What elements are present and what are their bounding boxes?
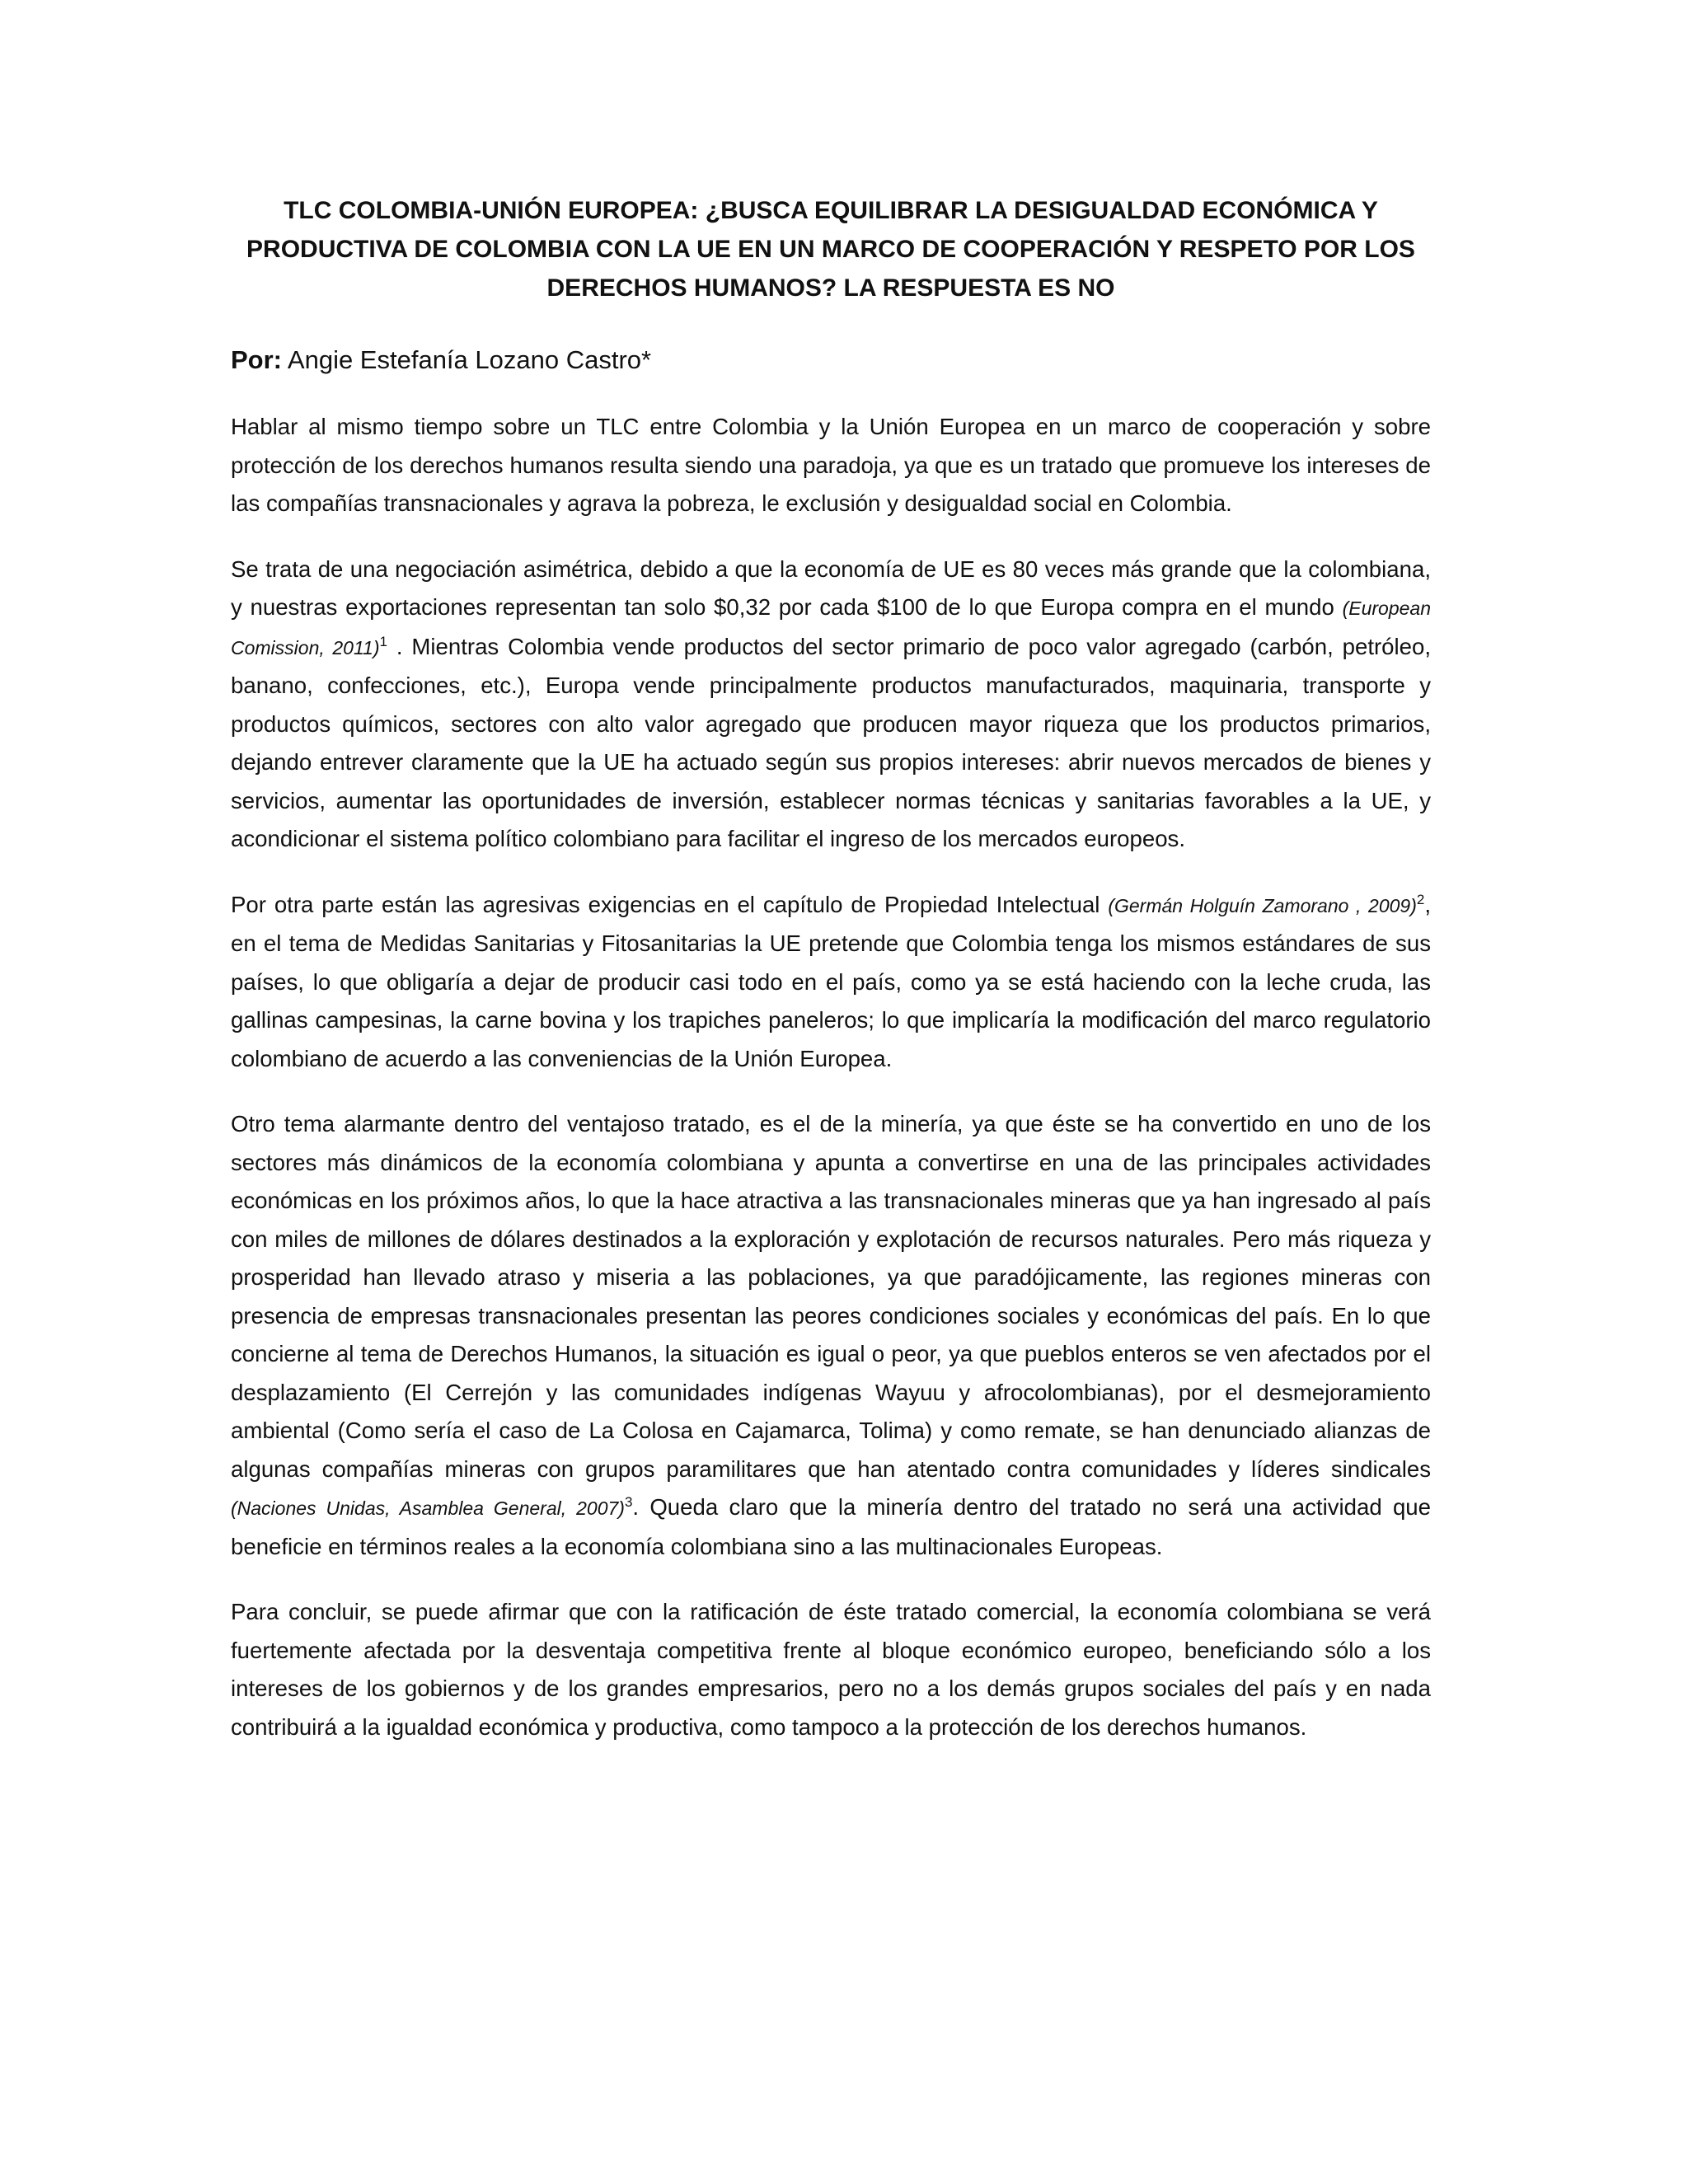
- paragraph-5: Para concluir, se puede afirmar que con la ratificación de éste tratado comercial, la economía colombiana se verá fuertemente afectada por la desventaja competitiva frente al bloque económico europeo, beneficiando sólo a los intereses de los gobiernos y de los grandes empresarios, pero no a los demás grupos sociales del país y en nada contribuirá a la igualdad económica y productiva, como tampoco a la protección de los derechos humanos.: [231, 1599, 1431, 1740]
- paragraph-3: [231, 886, 1431, 1079]
- document-page: [231, 191, 1431, 1774]
- byline: [231, 342, 1431, 378]
- citation-holguin-zamorano: (Germán Holguín Zamorano , 2009): [1108, 894, 1417, 916]
- footnote-ref-2: 2: [1416, 891, 1425, 907]
- paragraph-3-text-a: Por otra parte están las agresivas exigencias en el capítulo de Propiedad Intelectual: [231, 891, 1109, 917]
- footnote-ref-3: 3: [624, 1493, 633, 1510]
- paragraph-2-text-a: Se trata de una negociación asimétrica, debido a que la economía de UE es 80 veces más grande que la colombiana, y nuestras exportaciones representan tan solo $0,32 por cada $100 de lo que Europa compra en el mundo: [231, 555, 1431, 620]
- paragraph-4-text-a: Otro tema alarmante dentro del ventajoso tratado, es el de la minería, ya que éste se ha convertido en uno de los sectores más dinámicos de la economía colombiana y apunta a convertirse en una de las principales actividades económicas en los próximos años, lo que la hace atractiva a las transnacionales mineras que ya han ingresado al país con miles de millones de dólares destinados a la exploración y explotación de recursos naturales. Pero más riqueza y prosperidad han llevado atraso y miseria a las poblaciones, ya que paradójicamente, las regiones mineras con presencia de empresas transnacionales presentan las peores condiciones sociales y económicas del país. En lo que concierne al tema de Derechos Humanos, la situación es igual o peor, ya que pueblos enteros se ven afectados por el desplazamiento (El Cerrejón y las comunidades indígenas Wayuu y afrocolombianas), por el desmejoramiento ambiental (Como sería el caso de La Colosa en Cajamarca, Tolima) y como remate, se han denunciado alianzas de algunas compañías mineras con grupos paramilitares que han atentado contra comunidades y líderes sindicales: [231, 1111, 1431, 1482]
- byline-label: Por:: [231, 345, 282, 374]
- citation-european-comission: (European Comission, 2011): [231, 598, 1431, 658]
- citation-naciones-unidas: (Naciones Unidas, Asamblea General, 2007): [231, 1497, 625, 1519]
- paragraph-1: Hablar al mismo tiempo sobre un TLC entre Colombia y la Unión Europea en un marco de cooperación y sobre protección de los derechos humanos resulta siendo una paradoja, ya que es un tratado que promueve los intereses de las compañías transnacionales y agrava la pobreza, le exclusión y desigualdad social en Colombia.: [231, 414, 1431, 516]
- paragraph-4-text-b: . Queda claro que la minería dentro del tratado no será una actividad que beneficie en términos reales a la economía colombiana sino a las multinacionales Europeas.: [231, 1494, 1431, 1559]
- paragraph-2: [231, 551, 1431, 859]
- document-title: [231, 191, 1431, 307]
- paragraph-2-text-b: . Mientras Colombia vende productos del sector primario de poco valor agregado (carbón, petróleo, banano, confecciones, etc.), Europa vende principalmente productos manufacturados, maquinaria, transporte y productos químicos, sectores con alto valor agregado que producen mayor riqueza que los productos primarios, dejando entrever claramente que la UE ha actuado según sus propios intereses: abrir nuevos mercados de bienes y servicios, aumentar las oportunidades de inversión, establecer normas técnicas y sanitarias favorables a la UE, y acondicionar el sistema político colombiano para facilitar el ingreso de los mercados europeos.: [231, 633, 1432, 851]
- paragraph-3-text-b: , en el tema de Medidas Sanitarias y Fitosanitarias la UE pretende que Colombia tenga los mismos estándares de sus países, lo que obligaría a dejar de producir casi todo en el país, como ya se está haciendo con la leche cruda, las gallinas campesinas, la carne bovina y los trapiches paneleros; lo que implicaría la modificación del marco regulatorio colombiano de acuerdo a las conveniencias de la Unión Europea.: [231, 891, 1431, 1071]
- title-line-3: DERECHOS HUMANOS? LA RESPUESTA ES NO: [546, 274, 1115, 302]
- footnote-ref-1: 1: [379, 633, 387, 649]
- author-name: Angie Estefanía Lozano Castro*: [287, 345, 652, 374]
- paragraph-4: [231, 1105, 1431, 1566]
- title-line-2: PRODUCTIVA DE COLOMBIA CON LA UE EN UN MARCO DE COOPERACIÓN Y RESPETO POR LOS: [246, 236, 1415, 263]
- title-line-1: TLC COLOMBIA-UNIÓN EUROPEA: ¿BUSCA EQUILIBRAR LA DESIGUALDAD ECONÓMICA Y: [284, 197, 1378, 224]
